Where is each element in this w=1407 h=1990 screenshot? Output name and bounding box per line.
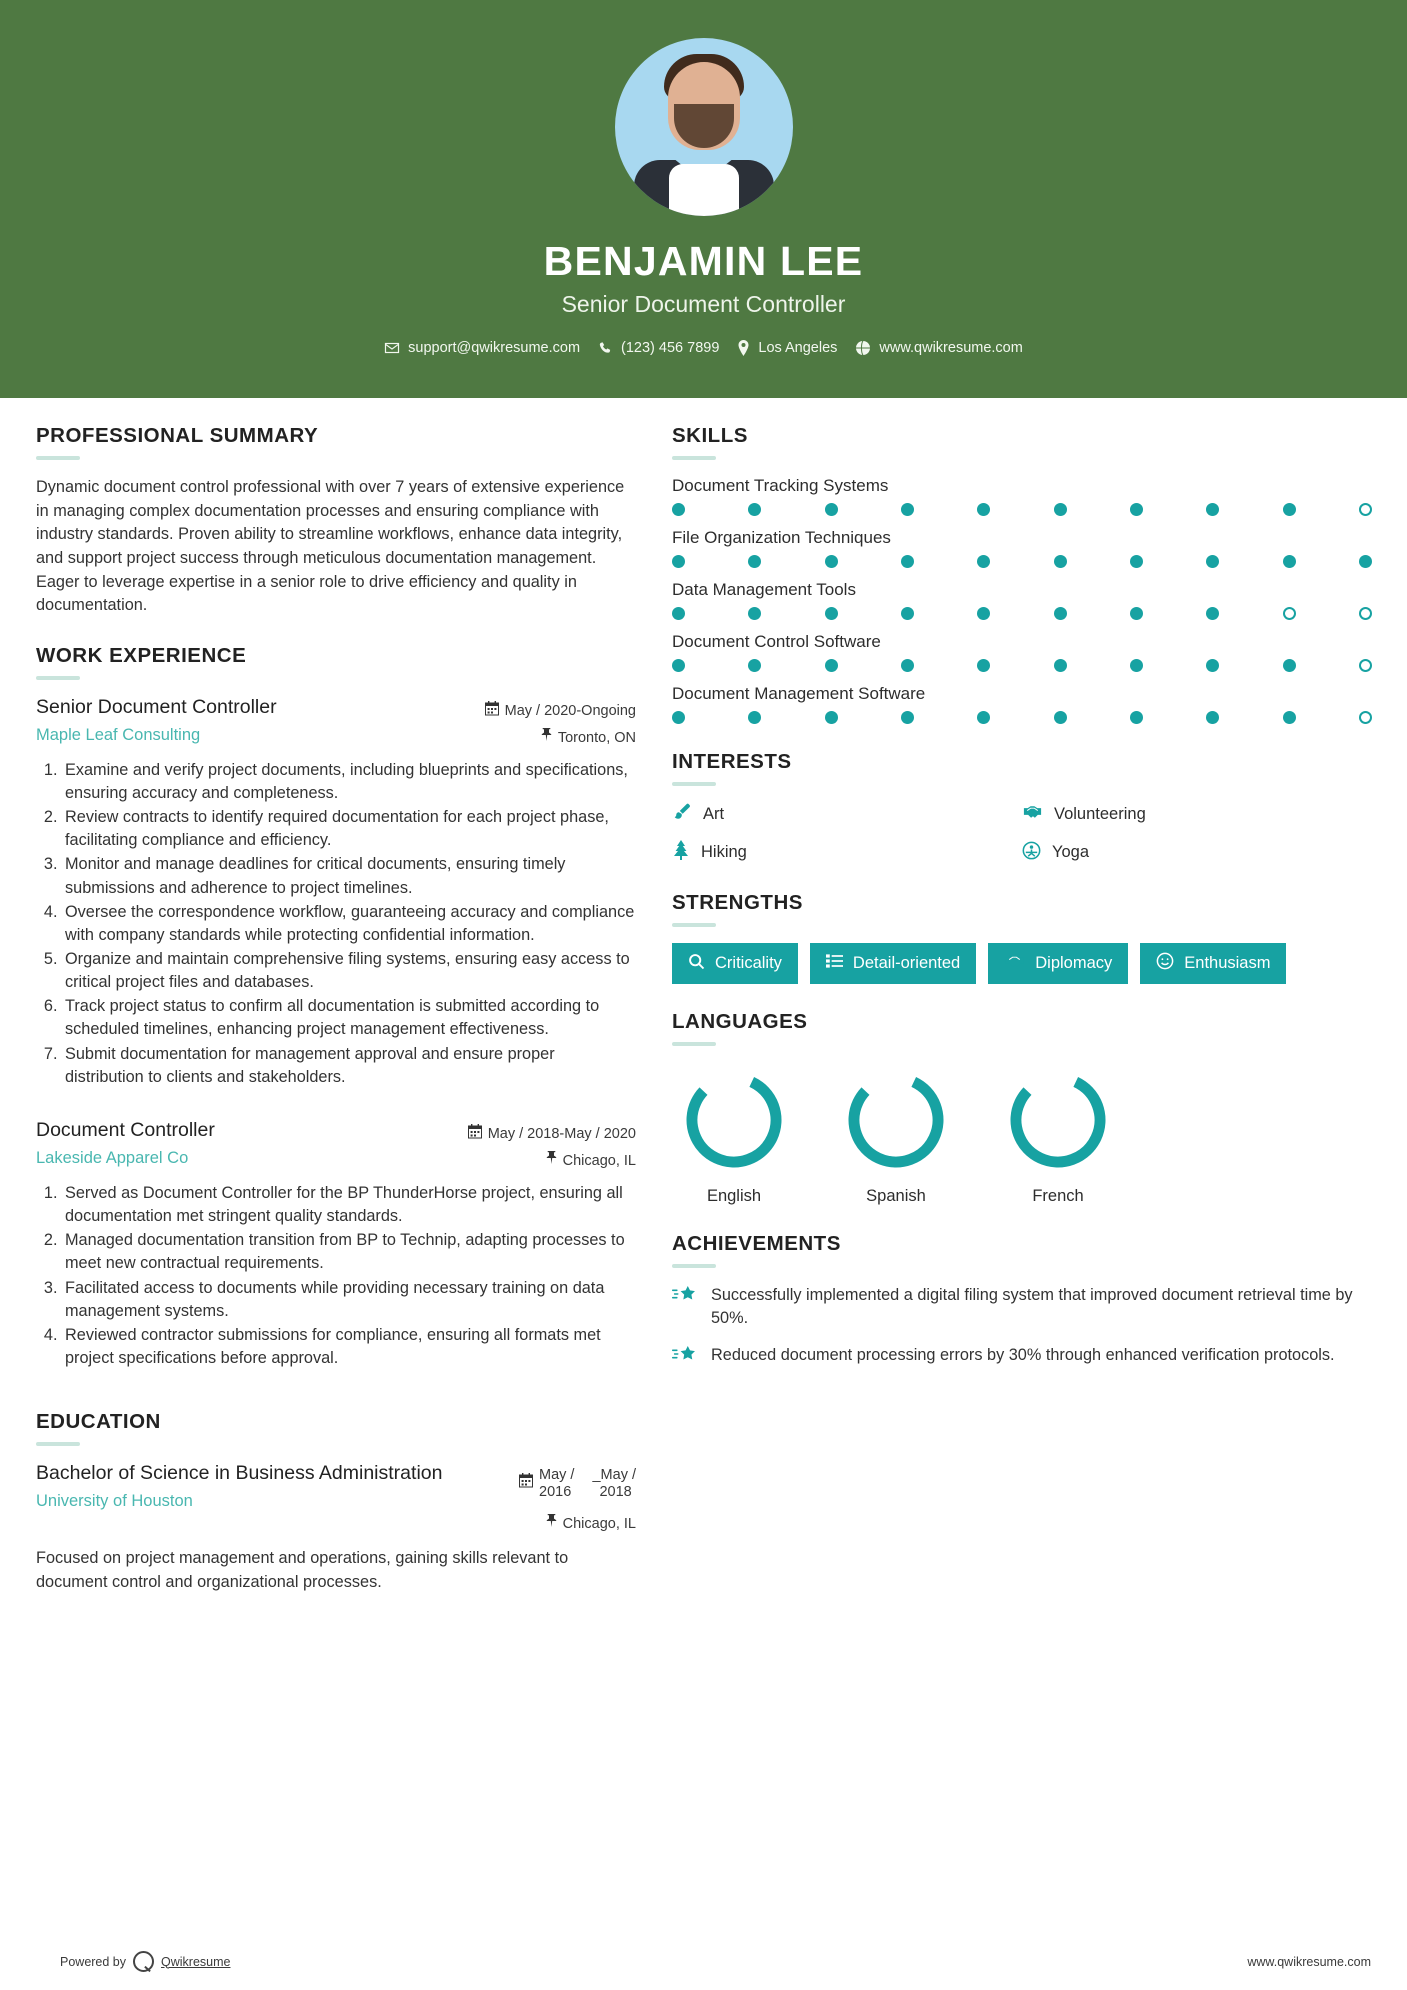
strength-chip[interactable] bbox=[988, 943, 1128, 984]
section-achievements bbox=[672, 1232, 1372, 1373]
handshake-icon bbox=[1004, 952, 1025, 975]
skill-dot bbox=[672, 555, 685, 568]
skill-dot bbox=[1283, 659, 1296, 672]
skill-rating bbox=[672, 607, 1372, 620]
handshake-icon bbox=[1022, 803, 1043, 826]
job-bullet: 1. Examine and verify project documents, including blueprints and specifications, ensuring accuracy and completeness. bbox=[62, 759, 636, 805]
strength-chip[interactable] bbox=[810, 943, 976, 984]
interest-item bbox=[1022, 802, 1372, 827]
skill-rating bbox=[672, 711, 1372, 724]
strength-chip[interactable] bbox=[672, 943, 798, 984]
skill-dot bbox=[1283, 555, 1296, 568]
skill-dot bbox=[672, 711, 685, 724]
section-rule bbox=[36, 456, 80, 460]
skill-dot bbox=[825, 607, 838, 620]
skill-dot bbox=[825, 659, 838, 672]
skill-item bbox=[672, 632, 1372, 672]
skill-dot bbox=[1206, 711, 1219, 724]
skill-dot bbox=[1206, 503, 1219, 516]
skill-dot bbox=[901, 503, 914, 516]
calendar-icon bbox=[468, 1124, 482, 1146]
job-location: Chicago, IL bbox=[562, 1152, 636, 1169]
contact-location-text: Los Angeles bbox=[758, 340, 838, 356]
skill-item bbox=[672, 476, 1372, 516]
skill-name: Document Management Software bbox=[672, 684, 926, 703]
skill-dot bbox=[977, 555, 990, 568]
avatar bbox=[615, 38, 793, 216]
job-bullet: 7. Submit documentation for management approval and ensure proper distribution to clients and stakeholders. bbox=[62, 1043, 636, 1089]
calendar-icon bbox=[519, 1473, 533, 1495]
achievement-item bbox=[672, 1284, 1372, 1330]
skill-dot bbox=[1054, 607, 1067, 620]
language-item bbox=[672, 1068, 796, 1206]
education-location: Chicago, IL bbox=[562, 1515, 636, 1532]
job-company: Maple Leaf Consulting bbox=[36, 725, 201, 744]
job-location: Toronto, ON bbox=[557, 729, 636, 746]
language-item bbox=[996, 1068, 1120, 1206]
skill-name: Document Tracking Systems bbox=[672, 476, 889, 495]
education-entry bbox=[36, 1462, 636, 1594]
skill-dot bbox=[748, 555, 761, 568]
section-rule bbox=[672, 456, 716, 460]
skill-name: Data Management Tools bbox=[672, 580, 856, 599]
skill-dot bbox=[1359, 555, 1372, 568]
education-location-row bbox=[519, 1514, 636, 1535]
interest-item bbox=[1022, 840, 1372, 865]
map-pin-icon bbox=[546, 1151, 557, 1172]
skill-dot bbox=[825, 555, 838, 568]
education-end-year: 2018 bbox=[599, 1483, 632, 1500]
languages-list bbox=[672, 1062, 1372, 1206]
language-donut bbox=[844, 1068, 948, 1172]
skill-dot bbox=[977, 711, 990, 724]
achievement-text: Reduced document processing errors by 30% through enhanced verification protocols. bbox=[711, 1346, 1335, 1365]
summary-text: Dynamic document control professional with over 7 years of extensive experience in managing complex documentation processes and ensuring compliance with industry standards. Proven ability to streamline workflows, enhance data integrity, and support project success through meticulous documentation management. Eager to leverage expertise in a senior role to drive efficiency and quality in documentation. bbox=[36, 478, 625, 615]
language-item bbox=[834, 1068, 958, 1206]
star-icon bbox=[672, 1344, 698, 1373]
right-column bbox=[672, 424, 1372, 1594]
skill-dot bbox=[901, 555, 914, 568]
skill-dot bbox=[1206, 607, 1219, 620]
contact-phone-text: (123) 456 7899 bbox=[621, 340, 720, 356]
yoga-icon bbox=[1022, 841, 1041, 865]
list-icon bbox=[826, 953, 843, 974]
education-start-date bbox=[539, 1467, 574, 1500]
achievement-text: Successfully implemented a digital filing system that improved document retrieval time by 50%. bbox=[711, 1286, 1353, 1328]
section-strengths bbox=[672, 891, 1372, 984]
strength-label: Diplomacy bbox=[1035, 954, 1113, 972]
interest-label: Art bbox=[703, 805, 725, 823]
skill-dot bbox=[1054, 659, 1067, 672]
education-title: EDUCATION bbox=[36, 1410, 161, 1434]
candidate-role: Senior Document Controller bbox=[561, 291, 846, 317]
skill-dot bbox=[1130, 503, 1143, 516]
skill-dot bbox=[1054, 711, 1067, 724]
languages-title: LANGUAGES bbox=[672, 1010, 808, 1033]
skill-item bbox=[672, 528, 1372, 568]
skills-list bbox=[672, 476, 1372, 724]
resume-header bbox=[0, 0, 1407, 398]
skill-rating bbox=[672, 503, 1372, 516]
job-date-row bbox=[468, 1124, 636, 1146]
skill-dot bbox=[1130, 555, 1143, 568]
language-label: French bbox=[1032, 1187, 1084, 1205]
qwikresume-logo-icon bbox=[133, 1951, 154, 1972]
skill-dot bbox=[825, 503, 838, 516]
skill-dot bbox=[1054, 555, 1067, 568]
section-languages bbox=[672, 1010, 1372, 1206]
job-bullet: 5. Organize and maintain comprehensive filing systems, ensuring easy access to critical project files and databases. bbox=[62, 948, 636, 994]
job-bullet: 2. Managed documentation transition from BP to Technip, adapting processes to meet new contractual requirements. bbox=[62, 1229, 636, 1275]
achievement-item bbox=[672, 1344, 1372, 1373]
mail-icon bbox=[384, 340, 400, 356]
skill-dot bbox=[901, 711, 914, 724]
strength-label: Detail-oriented bbox=[852, 954, 961, 972]
job-entry bbox=[36, 1119, 636, 1370]
search-icon bbox=[688, 953, 705, 975]
interest-label: Hiking bbox=[701, 843, 747, 861]
education-end-month: May / bbox=[600, 1467, 636, 1484]
phone-icon bbox=[598, 341, 613, 356]
left-column bbox=[36, 424, 636, 1594]
skills-title: SKILLS bbox=[672, 424, 748, 447]
job-dates: May / 2018-May / 2020 bbox=[487, 1125, 636, 1142]
contact-website[interactable] bbox=[855, 340, 1022, 356]
job-list bbox=[36, 696, 636, 1370]
job-bullet: 3. Facilitated access to documents while providing necessary training on data management systems. bbox=[62, 1277, 636, 1323]
contact-website-text: www.qwikresume.com bbox=[879, 340, 1023, 356]
skill-dot bbox=[748, 659, 761, 672]
section-professional-summary bbox=[36, 424, 636, 618]
strengths-title: STRENGTHS bbox=[672, 891, 803, 914]
skill-dot bbox=[1130, 659, 1143, 672]
job-bullets bbox=[36, 759, 636, 1089]
section-skills bbox=[672, 424, 1372, 724]
skill-dot bbox=[1130, 711, 1143, 724]
globe-icon bbox=[855, 340, 871, 356]
contact-email-text: support@qwikresume.com bbox=[408, 340, 581, 356]
job-dates: May / 2020-Ongoing bbox=[504, 702, 636, 719]
education-start-month: May / bbox=[539, 1467, 575, 1484]
resume-body bbox=[0, 398, 1407, 1594]
achievements-list bbox=[672, 1284, 1372, 1373]
page-footer bbox=[0, 1951, 1407, 1972]
language-donut bbox=[1006, 1068, 1110, 1172]
skill-dot bbox=[1283, 711, 1296, 724]
skill-dot bbox=[748, 607, 761, 620]
language-label: Spanish bbox=[866, 1187, 926, 1205]
contact-phone[interactable] bbox=[598, 340, 719, 356]
skill-dot bbox=[1359, 503, 1372, 516]
work-title: WORK EXPERIENCE bbox=[36, 643, 247, 667]
contact-bar bbox=[384, 340, 1023, 356]
interest-item bbox=[672, 840, 1022, 865]
qwikresume-brand[interactable]: Qwikresume bbox=[161, 1954, 231, 1969]
contact-email[interactable] bbox=[384, 340, 580, 356]
interest-item bbox=[672, 802, 1022, 827]
job-company: Lakeside Apparel Co bbox=[36, 1148, 189, 1167]
job-location-row bbox=[468, 1151, 636, 1172]
job-location-row bbox=[485, 728, 636, 749]
education-description: Focused on project management and operations, gaining skills relevant to document control and organizational processes. bbox=[36, 1549, 569, 1591]
section-rule bbox=[36, 676, 80, 680]
skill-dot bbox=[1359, 607, 1372, 620]
interests-list bbox=[672, 802, 1372, 865]
contact-location bbox=[737, 340, 837, 356]
section-education bbox=[36, 1410, 636, 1594]
section-interests bbox=[672, 750, 1372, 865]
job-meta bbox=[485, 696, 636, 749]
education-school: University of Houston bbox=[36, 1491, 193, 1510]
skill-dot bbox=[1359, 659, 1372, 672]
section-rule bbox=[672, 1264, 716, 1268]
skill-dot bbox=[977, 503, 990, 516]
skill-dot bbox=[901, 659, 914, 672]
interest-label: Volunteering bbox=[1054, 805, 1146, 823]
job-bullet: 6. Track project status to confirm all documentation is submitted according to scheduled timelines, enhancing project management effectiveness. bbox=[62, 995, 636, 1041]
skill-dot bbox=[1130, 607, 1143, 620]
skill-dot bbox=[1283, 607, 1296, 620]
job-position: Senior Document Controller bbox=[36, 695, 277, 718]
skill-dot bbox=[977, 607, 990, 620]
tree-icon bbox=[672, 840, 690, 865]
section-rule bbox=[672, 782, 716, 786]
powered-by bbox=[60, 1951, 230, 1972]
skill-dot bbox=[977, 659, 990, 672]
powered-by-label: Powered by bbox=[60, 1954, 127, 1969]
language-donut bbox=[682, 1068, 786, 1172]
summary-title: PROFESSIONAL SUMMARY bbox=[36, 424, 319, 447]
job-bullet: 2. Review contracts to identify required documentation for each project phase, facilitating compliance and efficiency. bbox=[62, 806, 636, 852]
section-rule bbox=[36, 1442, 80, 1446]
job-entry bbox=[36, 696, 636, 1089]
section-rule bbox=[672, 923, 716, 927]
map-pin-icon bbox=[541, 728, 552, 749]
skill-rating bbox=[672, 659, 1372, 672]
skill-item bbox=[672, 580, 1372, 620]
section-work-experience bbox=[36, 644, 636, 1370]
star-icon bbox=[672, 1284, 698, 1330]
interests-title: INTERESTS bbox=[672, 750, 792, 773]
strength-label: Criticality bbox=[715, 954, 782, 972]
skill-dot bbox=[672, 503, 685, 516]
strength-chip[interactable] bbox=[1140, 943, 1286, 984]
job-bullet: 4. Oversee the correspondence workflow, guaranteeing accuracy and compliance with company standards while protecting confidential information. bbox=[62, 901, 636, 947]
skill-dot bbox=[1206, 555, 1219, 568]
candidate-name: BENJAMIN LEE bbox=[543, 238, 864, 284]
job-bullet: 3. Monitor and manage deadlines for critical documents, ensuring timely submissions and adherence to project timelines. bbox=[62, 853, 636, 899]
skill-dot bbox=[1359, 711, 1372, 724]
skill-dot bbox=[825, 711, 838, 724]
job-meta bbox=[468, 1119, 636, 1172]
job-bullet: 1. Served as Document Controller for the BP ThunderHorse project, ensuring all documentation met stringent quality standards. bbox=[62, 1182, 636, 1228]
achievements-title: ACHIEVEMENTS bbox=[672, 1232, 841, 1255]
skill-dot bbox=[1054, 503, 1067, 516]
skill-dot bbox=[748, 711, 761, 724]
education-degree: Bachelor of Science in Business Administration bbox=[36, 1462, 443, 1485]
skill-dot bbox=[672, 659, 685, 672]
education-date-row bbox=[519, 1467, 636, 1500]
skill-dot bbox=[1206, 659, 1219, 672]
job-bullet: 4. Reviewed contractor submissions for compliance, ensuring all formats met project specifications before approval. bbox=[62, 1324, 636, 1370]
skill-dot bbox=[1283, 503, 1296, 516]
skill-dot bbox=[748, 503, 761, 516]
interest-label: Yoga bbox=[1052, 843, 1090, 861]
avatar-shirt bbox=[669, 164, 739, 216]
job-date-row bbox=[485, 701, 636, 723]
strengths-list bbox=[672, 943, 1372, 984]
map-pin-icon bbox=[546, 1514, 557, 1535]
education-start-year: 2016 bbox=[539, 1483, 572, 1500]
footer-site[interactable]: www.qwikresume.com bbox=[1247, 1954, 1371, 1969]
strength-label: Enthusiasm bbox=[1184, 954, 1271, 972]
paintbrush-icon bbox=[672, 802, 692, 827]
job-bullets bbox=[36, 1182, 636, 1370]
skill-item bbox=[672, 684, 1372, 724]
smiley-icon bbox=[1156, 952, 1174, 975]
skill-name: Document Control Software bbox=[672, 632, 881, 651]
section-rule bbox=[672, 1042, 716, 1046]
skill-rating bbox=[672, 555, 1372, 568]
education-meta bbox=[519, 1462, 636, 1535]
skill-name: File Organization Techniques bbox=[672, 528, 891, 547]
education-end-date bbox=[592, 1467, 636, 1500]
language-label: English bbox=[706, 1187, 762, 1205]
date-separator: _ bbox=[592, 1467, 601, 1484]
skill-dot bbox=[901, 607, 914, 620]
location-pin-icon bbox=[737, 340, 750, 356]
job-position: Document Controller bbox=[36, 1118, 215, 1141]
skill-dot bbox=[672, 607, 685, 620]
calendar-icon bbox=[485, 701, 499, 723]
